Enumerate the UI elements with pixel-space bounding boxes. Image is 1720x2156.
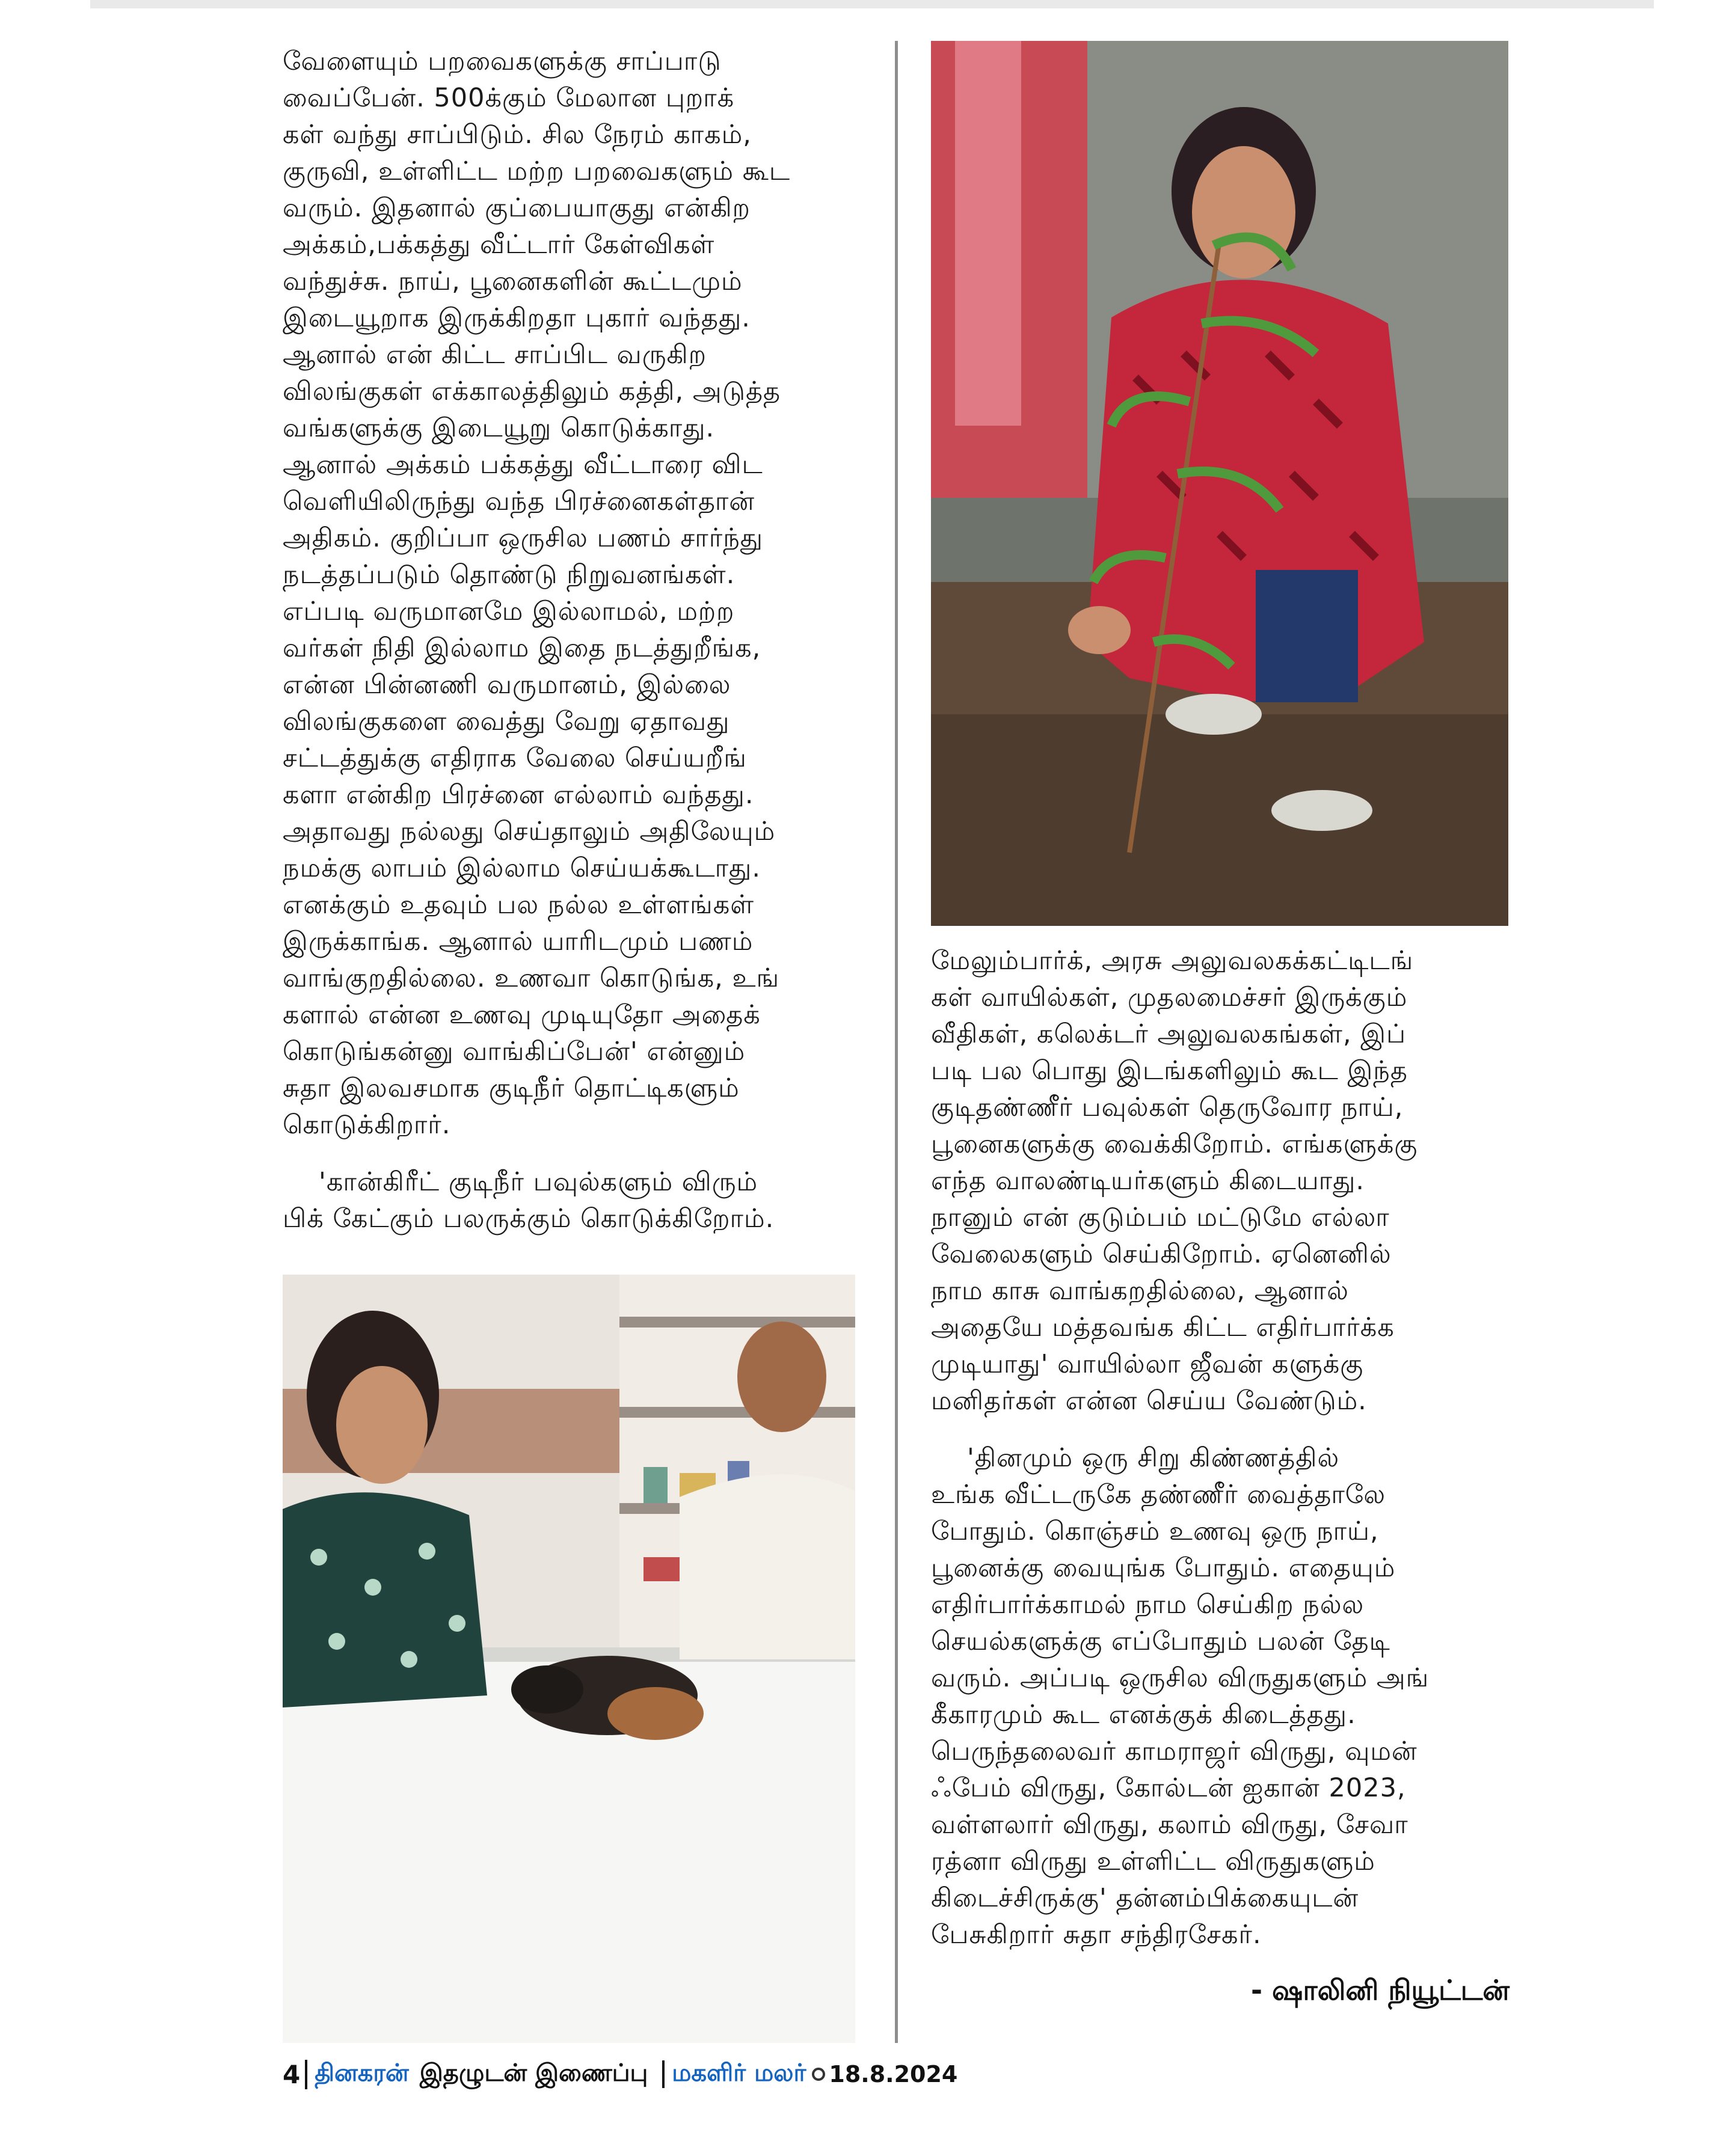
article-line: களா என்கிற பிரச்னை எல்லாம் வந்தது. <box>283 780 754 810</box>
article-line: என்ன பின்னணி வருமானம், இல்லை <box>283 670 731 700</box>
article-line: எதிர்பார்க்காமல் நாம செய்கிற நல்ல <box>931 1590 1365 1620</box>
byline: - ஷாலினி நியூட்டன் <box>1250 1974 1510 2006</box>
article-line: படி பல பொது இடங்களிலும் கூட இந்த <box>931 1056 1408 1086</box>
brand-logo: தினகரன் <box>315 2059 409 2087</box>
article-line: சட்டத்துக்கு எதிராக வேலை செய்யறீங் <box>283 743 747 773</box>
article-line: குடிதண்ணீர் பவுல்கள் தெருவோர நாய், <box>931 1092 1404 1122</box>
article-line: இருக்காங்க. ஆனால் யாரிடமும் பணம் <box>283 926 754 957</box>
article-line: ஃபேம் விருது, கோல்டன் ஐகான் 2023, <box>931 1773 1406 1803</box>
photo-woman-planting-sapling <box>931 41 1508 926</box>
article-left-column <box>283 43 854 1237</box>
date-icon <box>812 2068 825 2081</box>
article-line: பூனைகளுக்கு வைக்கிறோம். எங்களுக்கு <box>931 1129 1418 1159</box>
article-line: வீதிகள், கலெக்டர் அலுவலகங்கள், இப் <box>931 1019 1407 1049</box>
article-line: நாம காசு வாங்கறதில்லை, ஆனால் <box>931 1276 1349 1306</box>
article-line: பூனைக்கு வையுங்க போதும். எதையும் <box>931 1553 1396 1583</box>
article-line: சுதா இலவசமாக குடிநீர் தொட்டிகளும் <box>283 1073 740 1103</box>
article-line: வரும். இதனால் குப்பையாகுது என்கிற <box>283 193 751 223</box>
footer-supplement-text: இதழுடன் இணைப்பு <box>419 2059 648 2087</box>
article-line: செயல்களுக்கு எப்போதும் பலன் தேடி <box>931 1626 1390 1656</box>
article-line: களால் என்ன உணவு முடியுதோ அதைக் <box>283 1000 761 1030</box>
article-right-column <box>931 943 1508 1953</box>
article-line: வந்துச்சு. நாய், பூனைகளின் கூட்டமும் <box>283 266 743 296</box>
article-line: குருவி, உள்ளிட்ட மற்ற பறவைகளும் கூட <box>283 156 791 186</box>
article-line: அக்கம்,பக்கத்து வீட்டார் கேள்விகள் <box>283 230 715 260</box>
issue-date: 18.8.2024 <box>829 2061 958 2087</box>
article-line: 'கான்கிரீட் குடிநீர் பவுல்களும் விரும் <box>319 1167 758 1197</box>
article-line: வைப்பேன். 500க்கும் மேலான புறாக் <box>283 83 735 113</box>
article-line: கள் வந்து சாப்பிடும். சில நேரம் காகம், <box>283 120 752 150</box>
article-line: எந்த வாலண்டியர்களும் கிடையாது. <box>931 1166 1365 1196</box>
article-line: கொடுக்கிறார். <box>283 1110 451 1140</box>
article-line: பெருந்தலைவர் காமராஜர் விருது, வுமன் <box>931 1736 1417 1766</box>
article-line: ஆனால் அக்கம் பக்கத்து வீட்டாரை விட <box>283 450 763 480</box>
article-line: கொடுங்கன்னு வாங்கிப்பேன்' என்னும் <box>283 1037 746 1067</box>
article-line: இடையூறாக இருக்கிறதா புகார் வந்தது. <box>283 303 751 333</box>
article-line: அதிகம். குறிப்பா ஒருசில பணம் சார்ந்து <box>283 523 764 553</box>
article-line: வங்களுக்கு இடையூறு கொடுக்காது. <box>283 413 715 443</box>
article-line: வேலைகளும் செய்கிறோம். ஏனெனில் <box>931 1239 1392 1269</box>
article-line: கிடைச்சிருக்கு' தன்னம்பிக்கையுடன் <box>931 1883 1359 1913</box>
page-top-edge <box>90 0 1654 8</box>
article-line: பேசுகிறார் சுதா சந்திரசேகர். <box>931 1920 1262 1950</box>
page-number: 4 <box>283 2060 307 2089</box>
article-line: மேலும்பார்க், அரசு அலுவலகக்கட்டிடங் <box>931 946 1414 976</box>
article-line: வெளியிலிருந்து வந்த பிரச்னைகள்தான் <box>283 486 755 516</box>
article-line: எனக்கும் உதவும் பல நல்ல உள்ளங்கள் <box>283 890 755 920</box>
magazine-name: மகளிர் மலர் <box>672 2059 806 2087</box>
article-line: விலங்குகளை வைத்து வேறு ஏதாவது <box>283 706 730 737</box>
article-line: எப்படி வருமானமே இல்லாமல், மற்ற <box>283 596 735 626</box>
article-line: வர்கள் நிதி இல்லாம இதை நடத்துறீங்க, <box>283 633 761 663</box>
photo-vet-clinic-with-dog <box>283 1275 855 2043</box>
article-line: வரும். அப்படி ஒருசில விருதுகளும் அங் <box>931 1663 1430 1693</box>
article-line: நமக்கு லாபம் இல்லாம செய்யக்கூடாது. <box>283 853 761 883</box>
article-line: விலங்குகள் எக்காலத்திலும் கத்தி, அடுத்த <box>283 376 781 406</box>
article-line: உங்க வீட்டருகே தண்ணீர் வைத்தாலே <box>931 1480 1386 1510</box>
article-line: 'தினமும் ஒரு சிறு கிண்ணத்தில் <box>967 1443 1340 1473</box>
article-line: வள்ளலார் விருது, கலாம் விருது, சேவா <box>931 1810 1408 1840</box>
article-line: ஆனால் என் கிட்ட சாப்பிட வருகிற <box>283 340 707 370</box>
article-line: கள் வாயில்கள், முதலமைச்சர் இருக்கும் <box>931 982 1408 1012</box>
article-line: அதாவது நல்லது செய்தாலும் அதிலேயும் <box>283 816 776 847</box>
article-line: நடத்தப்படும் தொண்டு நிறுவனங்கள். <box>283 560 736 590</box>
article-line: பிக் கேட்கும் பலருக்கும் கொடுக்கிறோம். <box>283 1204 775 1234</box>
article-line: மனிதர்கள் என்ன செய்ய வேண்டும். <box>931 1386 1367 1416</box>
article-line: நானும் என் குடும்பம் மட்டுமே எல்லா <box>931 1202 1390 1233</box>
paragraph-gap <box>283 1144 854 1164</box>
column-divider <box>895 41 898 2043</box>
article-line: போதும். கொஞ்சம் உணவு ஒரு நாய், <box>931 1516 1379 1546</box>
article-line: வேளையும் பறவைகளுக்கு சாப்பாடு <box>283 46 722 76</box>
article-line: கீகாரமும் கூட எனக்குக் கிடைத்தது. <box>931 1700 1356 1730</box>
article-line: முடியாது' வாயில்லா ஜீவன் களுக்கு <box>931 1349 1364 1379</box>
footer-divider <box>662 2060 665 2088</box>
page-footer <box>283 2056 957 2092</box>
article-line: ரத்னா விருது உள்ளிட்ட விருதுகளும் <box>931 1846 1375 1876</box>
article-line: வாங்குறதில்லை. உணவா கொடுங்க, உங் <box>283 963 780 993</box>
paragraph-gap <box>931 1419 1508 1440</box>
article-line: அதையே மத்தவங்க கிட்ட எதிர்பார்க்க <box>931 1312 1395 1343</box>
